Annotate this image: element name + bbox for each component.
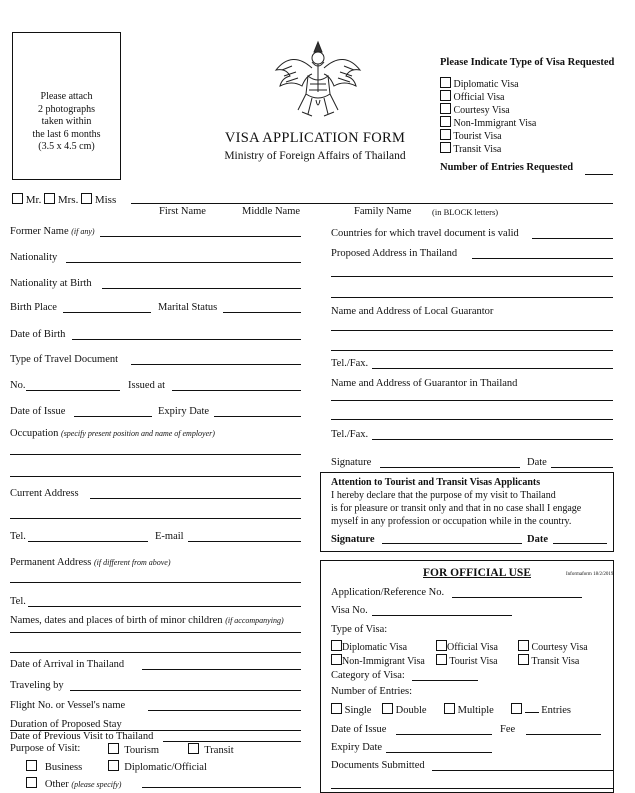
official-use-title: FOR OFFICIAL USE [423,567,531,579]
checkbox[interactable] [444,703,455,714]
checkbox[interactable] [436,654,447,665]
date-issue-field[interactable] [74,416,152,417]
email-field[interactable] [188,541,301,542]
occupation-label [10,428,215,439]
multiple-label: Multiple [457,705,494,716]
visa-no-field[interactable] [372,615,512,616]
num-entries-label: Number of Entries: [331,686,413,697]
proposed-address-field-1[interactable] [472,258,613,259]
telfax2-label: Tel./Fax. [331,429,369,440]
perm-address-note: (if different from above) [94,558,171,567]
entry-custom[interactable] [511,703,571,716]
visa-option-non-immigrant[interactable] [440,116,536,129]
expiry-date-field[interactable] [214,416,301,417]
dob-label: Date of Birth [10,329,66,340]
date-issue-label: Date of Issue [10,406,66,417]
former-name-text: Former Name [10,226,69,237]
doc-no-field[interactable] [26,390,120,391]
guarantor-thailand-field-1[interactable] [331,400,613,401]
official-expiry-field[interactable] [386,752,492,753]
photo-line: Please attach [40,91,93,102]
checkbox[interactable] [108,743,119,754]
guarantor-thailand-label: Name and Address of Guarantor in Thailand [331,378,518,389]
checkbox[interactable] [331,654,342,665]
visa-request-title: Please Indicate Type of Visa Requested [440,57,615,68]
checkbox[interactable] [440,103,451,114]
telfax1-field[interactable] [372,368,613,369]
signature-date-label: Date [527,457,547,468]
purpose-transit[interactable] [188,743,234,756]
nationality-label: Nationality [10,252,58,263]
visa-option-label: Tourist Visa [453,131,502,142]
purpose-label: Purpose of Visit: [10,743,81,754]
block-letters-note: (in BLOCK letters) [432,207,499,217]
minor-children-label [10,615,284,626]
visa-option-label: Transit Visa [453,144,502,155]
checkbox-mr[interactable] [12,193,23,204]
app-ref-label: Application/Reference No. [331,587,445,598]
fee-field[interactable] [526,734,601,735]
official-date-issue-label: Date of Issue [331,724,387,735]
type-of-visa-label: Type of Visa: [331,624,388,635]
first-name-label: First Name [159,206,206,217]
visa-no-label: Visa No. [331,605,368,616]
checkbox[interactable] [188,743,199,754]
arrival-label: Date of Arrival in Thailand [10,659,125,670]
category-field[interactable] [412,680,478,681]
checkbox[interactable] [108,760,119,771]
entry-single[interactable] [331,703,371,716]
current-address-field-2[interactable] [10,518,301,519]
issued-at-field[interactable] [172,390,301,391]
tourist-visa-label: Tourist Visa [449,656,498,667]
current-address-label: Current Address [10,488,79,499]
checkbox[interactable] [26,777,37,788]
nationality-field[interactable] [66,262,301,263]
single-label: Single [344,705,372,716]
visa-option-tourist[interactable] [440,129,502,142]
attention-signature-label: Signature [331,534,375,545]
flight-label: Flight No. or Vessel's name [10,700,126,711]
documents-field-2[interactable] [331,788,613,789]
family-name-label: Family Name [354,206,412,217]
tel2-label: Tel. [10,596,26,607]
other-note: (please specify) [71,780,122,789]
tel-label: Tel. [10,531,26,542]
occupation-note: (specify present position and name of employer) [61,429,215,438]
email-label: E-mail [155,531,184,542]
visa-option-official[interactable] [440,90,504,103]
proposed-address-label: Proposed Address in Thailand [331,248,458,259]
tourism-label: Tourism [124,745,160,756]
checkbox[interactable] [511,703,522,714]
courtesy-visa-label: Courtesy Visa [531,642,588,653]
documents-label: Documents Submitted [331,760,425,771]
telfax1-label: Tel./Fax. [331,358,369,369]
diplomatic-visa-label: Diplomatic Visa [342,642,408,653]
entries-label: Entries [541,705,571,716]
official-non-immigrant[interactable] [331,654,425,667]
transit-label: Transit [204,745,234,756]
nationality-birth-field[interactable] [102,288,301,289]
guarantor-thailand-field-2[interactable] [331,419,613,420]
photo-line: the last 6 months [32,128,101,140]
visa-option-label: Diplomatic Visa [453,79,519,90]
perm-address-field[interactable] [10,582,301,583]
official-expiry-label: Expiry Date [331,742,383,753]
local-guarantor-label: Name and Address of Local Guarantor [331,306,494,317]
visa-option-courtesy[interactable] [440,103,510,116]
issued-at-label: Issued at [128,380,166,391]
checkbox-miss[interactable] [81,193,92,204]
former-name-note: (if any) [71,227,95,236]
transit-visa-label: Transit Visa [531,656,580,667]
diplomatic-label: Diplomatic/Official [124,762,207,773]
name-field[interactable] [131,203,613,204]
official-transit[interactable] [518,654,579,667]
checkbox[interactable] [440,129,451,140]
telfax2-field[interactable] [372,439,613,440]
photo-line: (3.5 x 4.5 cm) [38,141,95,152]
checkbox[interactable] [331,703,342,714]
title-checkboxes [12,193,116,206]
tel2-field[interactable] [28,606,301,607]
checkbox[interactable] [518,654,529,665]
documents-field-1[interactable] [432,770,613,771]
other-field[interactable] [142,787,301,788]
label-miss: Miss [94,194,117,206]
visa-option-transit[interactable] [440,142,501,155]
birth-place-label: Birth Place [10,302,57,313]
photo-line: 2 photographs [38,103,95,115]
attention-line: myself in any profession or occupation while in the country. [331,516,572,527]
minor-children-text: Names, dates and places of birth of minor children [10,615,223,626]
birth-place-field[interactable] [63,312,151,313]
minor-children-note: (if accompanying) [225,616,284,625]
tel-field[interactable] [28,541,148,542]
occupation-field-2[interactable] [10,476,301,477]
occupation-field-1[interactable] [10,454,301,455]
photo-box [12,32,121,180]
travel-doc-label: Type of Travel Document [10,354,119,365]
checkbox[interactable] [382,703,393,714]
signature-date-field[interactable] [551,467,613,468]
nationality-birth-label: Nationality at Birth [10,278,92,289]
checkbox[interactable] [440,77,451,88]
previous-visit-label: Date of Previous Visit to Thailand [10,731,154,742]
checkbox[interactable] [518,640,529,651]
marital-status-label: Marital Status [158,302,218,313]
arrival-field[interactable] [142,669,301,670]
checkbox[interactable] [436,640,447,651]
entry-multiple[interactable] [444,703,494,716]
app-ref-field[interactable] [452,597,582,598]
countries-field[interactable] [532,238,613,239]
middle-name-label: Middle Name [242,206,301,217]
entry-count-field[interactable] [525,712,539,713]
checkbox[interactable] [440,116,451,127]
non-immigrant-label: Non-Immigrant Visa [342,656,425,667]
traveling-by-label: Traveling by [10,680,64,691]
fee-label: Fee [500,724,516,735]
attention-line: I hereby declare that the purpose of my visit to Thailand [331,490,556,501]
official-tourist[interactable] [436,654,498,667]
doc-no-label: No. [10,380,26,391]
entries-requested-label: Number of Entries Requested [440,162,574,173]
proposed-address-field-3[interactable] [331,297,613,298]
signature-field[interactable] [380,467,520,468]
purpose-business[interactable] [26,760,82,773]
checkbox[interactable] [331,640,342,651]
traveling-by-field[interactable] [70,690,301,691]
duration-label: Duration of Proposed Stay [10,719,122,730]
visa-option-label: Official Visa [453,92,505,103]
checkbox[interactable] [440,90,451,101]
official-diplomatic[interactable] [331,640,407,653]
visa-option-label: Courtesy Visa [453,105,510,116]
attention-title: Attention to Tourist and Transit Visas Applicants [331,477,541,488]
minor-children-field-2[interactable] [10,652,301,653]
checkbox-mrs[interactable] [44,193,55,204]
entry-double[interactable] [382,703,427,716]
occupation-text: Occupation [10,428,59,439]
former-name-field[interactable] [100,236,301,237]
marital-status-field[interactable] [223,312,301,313]
category-label: Category of Visa: [331,670,405,681]
official-date-issue-field[interactable] [396,734,492,735]
attention-signature-field[interactable] [382,543,522,544]
perm-address-text: Permanent Address [10,557,92,568]
attention-line: is for pleasure or transit only and that in no case shall I engage [331,503,582,514]
current-address-field-1[interactable] [90,498,301,499]
purpose-other[interactable] [26,777,121,790]
signature-label: Signature [331,457,372,468]
former-name-label [10,226,95,237]
purpose-tourism[interactable] [108,743,159,756]
label-mrs: Mrs. [57,194,79,206]
garuda-emblem [272,40,364,118]
travel-doc-field[interactable] [131,364,301,365]
attention-date-field[interactable] [553,543,607,544]
form-subtitle: Ministry of Foreign Affairs of Thailand [224,150,406,162]
checkbox[interactable] [26,760,37,771]
minor-children-field-1[interactable] [10,632,301,633]
double-label: Double [395,705,427,716]
purpose-row [10,743,80,754]
expiry-date-label: Expiry Date [158,406,210,417]
official-visa-label: Official Visa [447,642,498,653]
other-label: Other [44,779,69,790]
local-guarantor-field-1[interactable] [331,330,613,331]
form-title: VISA APPLICATION FORM [224,130,406,146]
official-courtesy[interactable] [518,640,588,653]
business-label: Business [44,762,83,773]
previous-visit-field[interactable] [163,741,301,742]
photo-line: taken within [41,116,92,127]
purpose-diplomatic[interactable] [108,760,207,773]
dob-field[interactable] [72,339,301,340]
attention-date-label: Date [527,534,548,545]
perm-address-label [10,557,171,568]
form-code: Informaform 18/2/2019 [566,572,614,577]
official-official[interactable] [436,640,498,653]
visa-option-diplomatic[interactable] [440,77,519,90]
entries-requested-field[interactable] [585,174,613,175]
countries-label: Countries for which travel document is valid [331,228,519,239]
proposed-address-field-2[interactable] [331,276,613,277]
checkbox[interactable] [440,142,451,153]
label-mr: Mr. [25,194,42,206]
local-guarantor-field-2[interactable] [331,350,613,351]
flight-field[interactable] [148,710,301,711]
visa-option-label: Non-Immigrant Visa [453,118,537,129]
